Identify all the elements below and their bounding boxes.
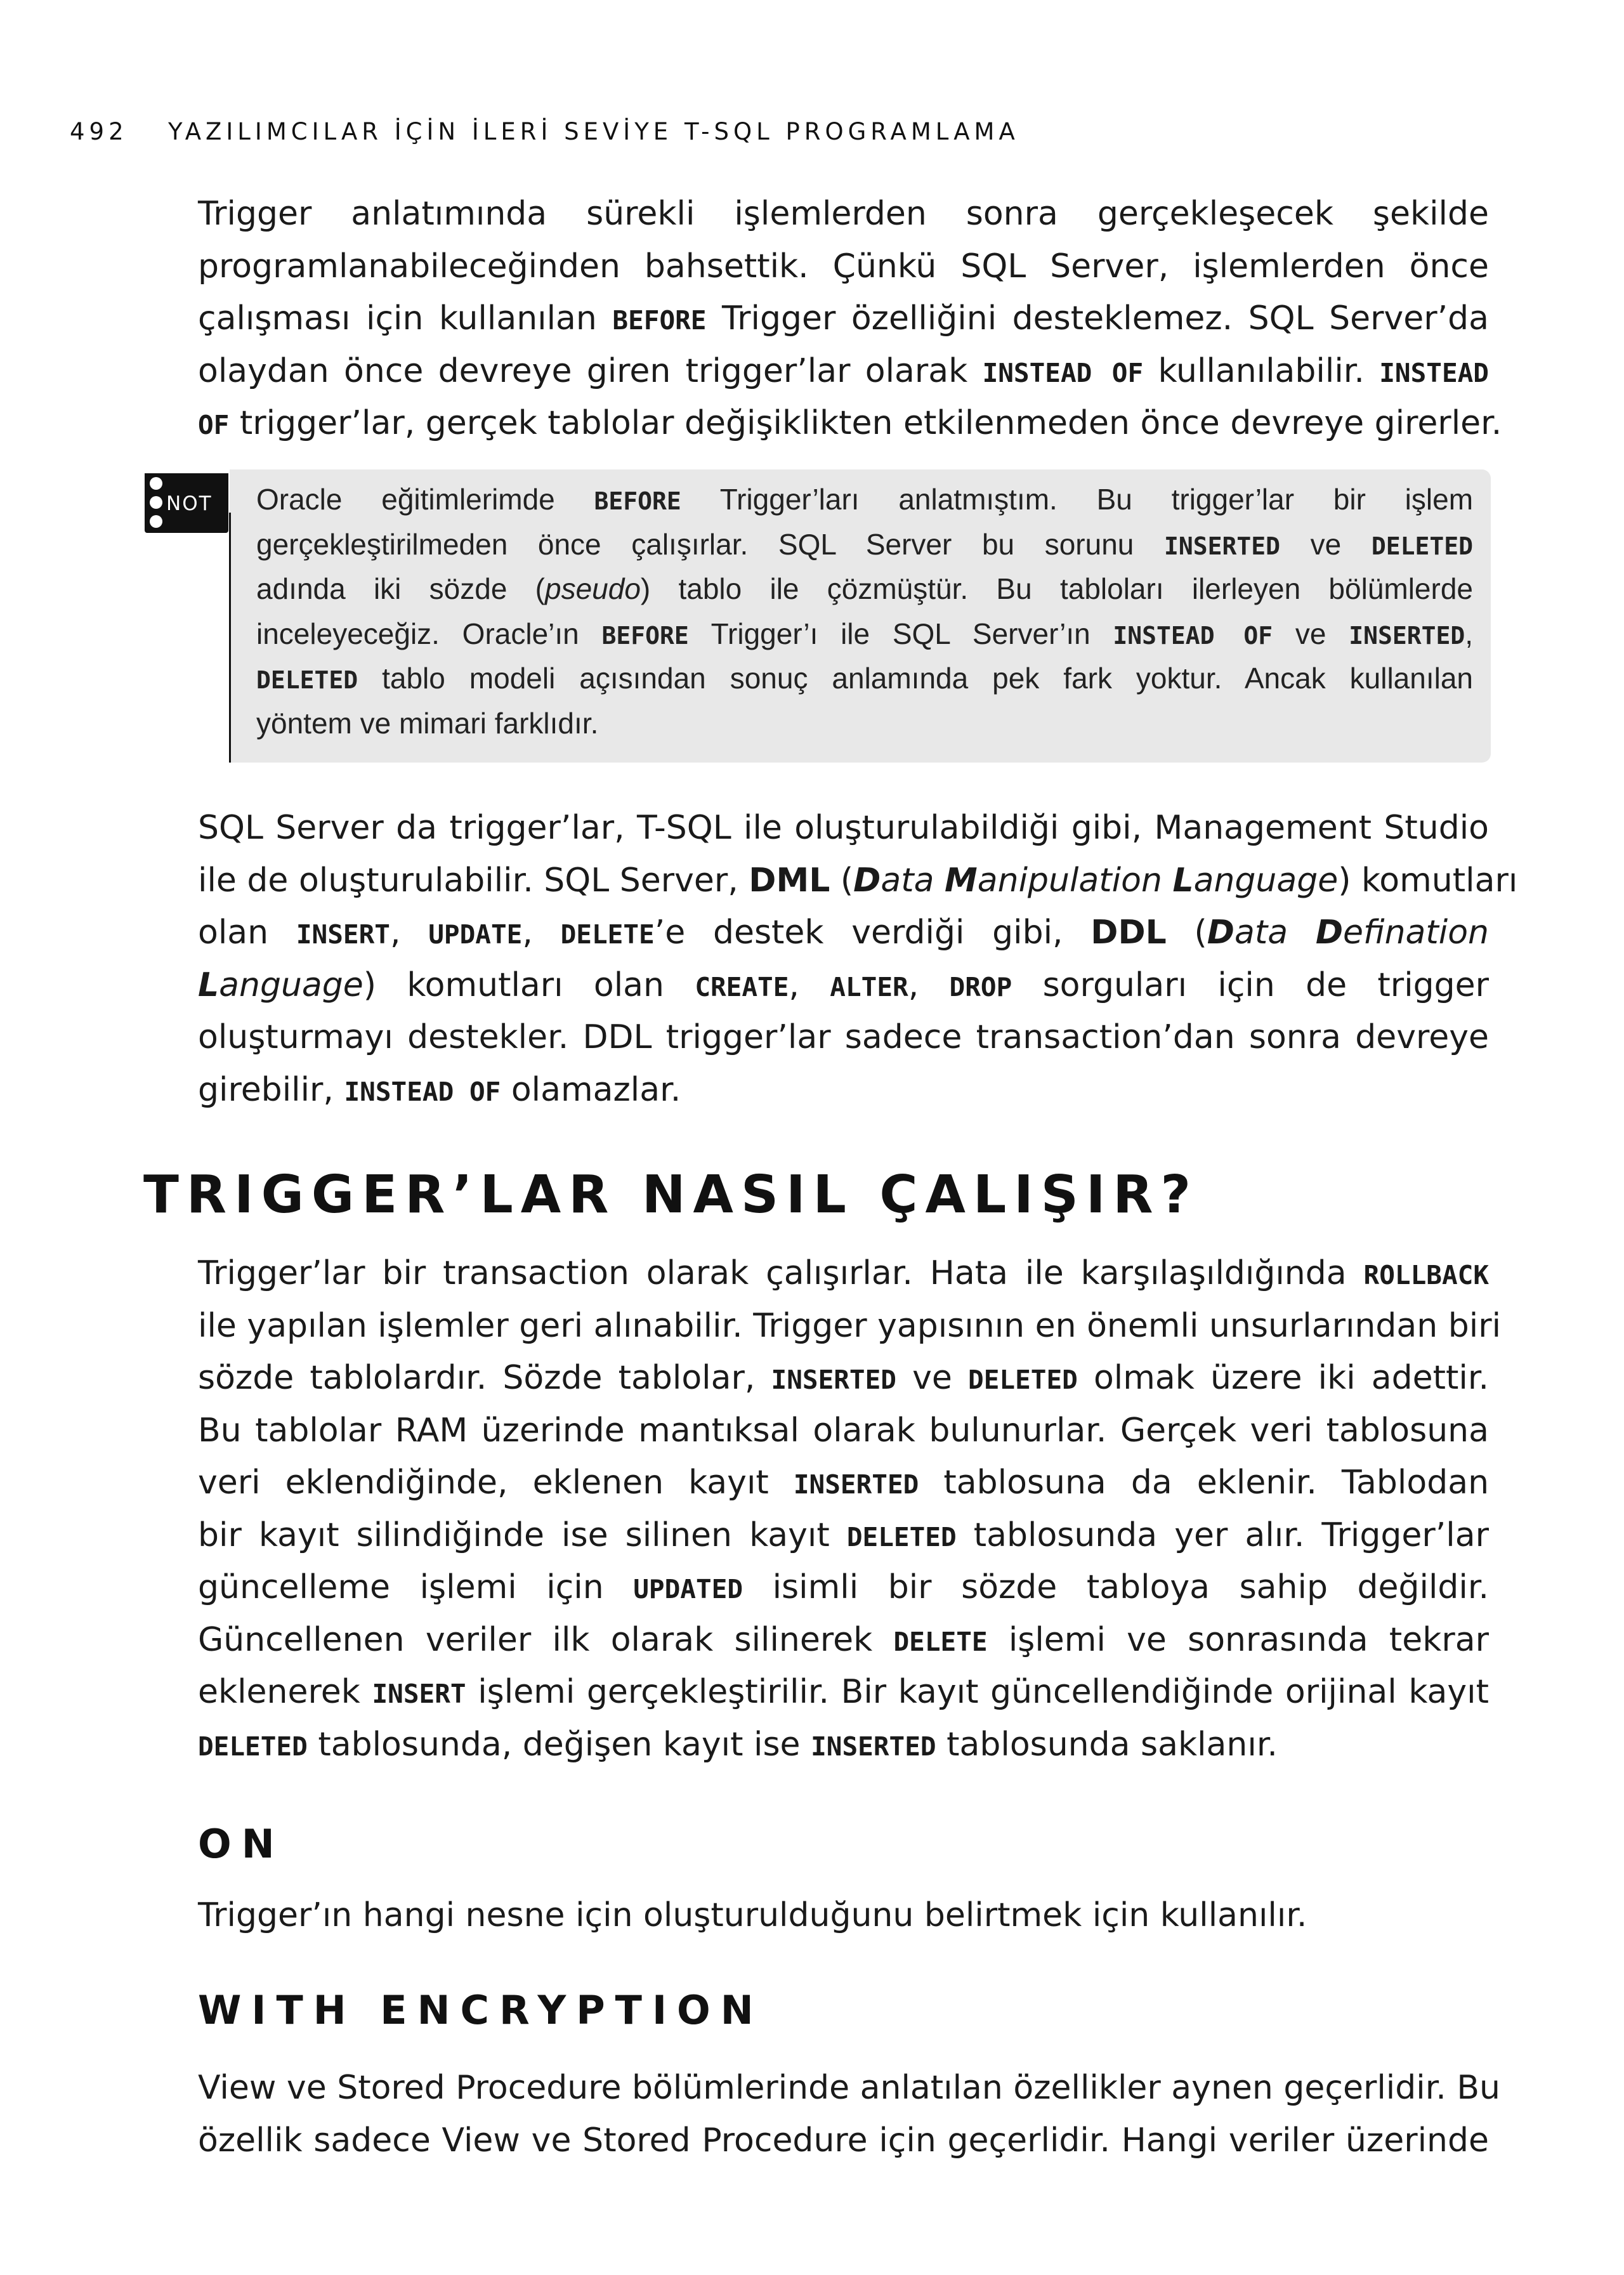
text-run: sözde tablolardır. Sözde tablolar, bbox=[198, 1359, 756, 1397]
text-run: adında iki sözde ( bbox=[256, 572, 545, 605]
text-line bbox=[198, 1509, 1489, 1562]
text-run: olaydan önce devreye giren trigger’lar olarak bbox=[198, 351, 968, 390]
on-title: ON bbox=[198, 1821, 285, 1867]
code-keyword: INSERT bbox=[372, 1679, 466, 1709]
page-number: 492 bbox=[70, 118, 128, 145]
text-run: ile de oluşturulabilir. SQL Server, bbox=[198, 861, 738, 900]
text-line bbox=[198, 959, 1489, 1012]
text-run: ( bbox=[840, 861, 854, 900]
text-run: ve bbox=[1310, 527, 1342, 561]
text-run: olamazlar. bbox=[511, 1070, 681, 1109]
text-line: Trigger’ın hangi nesne için oluşturulduğunu belirtmek için kullanılır. bbox=[198, 1896, 1307, 1934]
note-line bbox=[256, 477, 1473, 522]
italic-run: efination bbox=[1343, 914, 1490, 952]
code-keyword: INSERTED bbox=[811, 1731, 936, 1762]
code-keyword: BEFORE bbox=[601, 621, 689, 650]
italic-term: pseudo bbox=[544, 572, 641, 605]
code-keyword: INSERTED bbox=[1164, 532, 1281, 560]
code-keyword: INSTEAD OF bbox=[344, 1076, 501, 1107]
code-keyword: INSTEAD OF bbox=[1113, 621, 1273, 650]
text-run: Trigger’ları anlatmıştım. Bu trigger’lar bir işlem bbox=[719, 483, 1474, 516]
encryption-paragraph bbox=[198, 2062, 1500, 2167]
text-run: , bbox=[1465, 617, 1474, 650]
text-run: gerçekleştirilmeden önce çalışırlar. SQL Server bu sorunu bbox=[256, 527, 1134, 561]
text-run: işlemi ve sonrasında tekrar bbox=[1008, 1620, 1489, 1659]
code-keyword: UPDATE bbox=[428, 919, 523, 950]
text-run: tablosunda yer alır. Trigger’lar bbox=[973, 1516, 1489, 1554]
text-run: ) komutları bbox=[1338, 861, 1518, 900]
bullet-dot-icon bbox=[150, 515, 162, 528]
section-title: TRIGGER’LAR NASIL ÇALIŞIR? bbox=[143, 1165, 1199, 1225]
note-line: yöntem ve mimari farklıdır. bbox=[256, 706, 599, 740]
note-label-text: NOT bbox=[166, 492, 213, 515]
text-run: eklenerek bbox=[198, 1673, 360, 1711]
note-label bbox=[145, 473, 228, 533]
text-run: Güncellenen veriler ilk olarak silinerek bbox=[198, 1620, 873, 1659]
text-run: olan bbox=[198, 914, 269, 952]
text-run: trigger’lar, gerçek tablolar değişiklikten etkilenmeden önce devreye girerler. bbox=[239, 404, 1502, 442]
text-run: , bbox=[789, 966, 799, 1004]
text-run: , bbox=[522, 914, 533, 952]
bullet-dot-icon bbox=[150, 477, 162, 490]
text-run: Trigger’lar bir transaction olarak çalışırlar. Hata ile karşılaşıldığında bbox=[198, 1254, 1347, 1292]
code-keyword: INSERTED bbox=[793, 1469, 919, 1500]
on-paragraph bbox=[198, 1889, 1489, 1942]
bold-initial: D bbox=[1315, 914, 1343, 952]
text-run: sorguları için de trigger bbox=[1042, 966, 1490, 1004]
italic-run: anipulation bbox=[977, 861, 1162, 900]
note-line bbox=[256, 522, 1473, 567]
text-run: Trigger özelliğini desteklemez. SQL Server’da bbox=[722, 299, 1490, 338]
text-line: özellik sadece View ve Stored Procedure için geçerlidir. Hangi veriler üzerinde bbox=[198, 2121, 1489, 2160]
note-line bbox=[256, 567, 1473, 612]
text-line bbox=[198, 397, 1502, 450]
text-line bbox=[198, 345, 1489, 398]
text-run: ’e destek verdiği gibi, bbox=[654, 914, 1063, 952]
text-run: güncelleme işlemi için bbox=[198, 1568, 604, 1606]
code-keyword: CREATE bbox=[695, 971, 789, 1002]
code-keyword: DELETED bbox=[846, 1521, 957, 1552]
text-run: girebilir, bbox=[198, 1070, 334, 1109]
text-line: SQL Server da trigger’lar, T-SQL ile oluşturulabildiği gibi, Management Studio bbox=[198, 809, 1489, 847]
text-run: , bbox=[908, 966, 919, 1004]
text-line: View ve Stored Procedure bölümlerinde anlatılan özellikler aynen geçerlidir. Bu bbox=[198, 2069, 1500, 2107]
code-keyword: INSTEAD bbox=[1379, 357, 1489, 388]
text-run: veri eklendiğinde, eklenen kayıt bbox=[198, 1464, 769, 1502]
text-run: inceleyeceğiz. Oracle’ın bbox=[256, 617, 579, 650]
book-title: YAZILIMCILAR İÇİN İLERİ SEVİYE T-SQL PROGRAMLAMA bbox=[168, 118, 1019, 145]
text-run: ) tablo ile çözmüştür. Bu tabloları ilerleyen bölümlerde bbox=[640, 572, 1474, 605]
running-header bbox=[70, 118, 1529, 145]
text-run: işlemi gerçekleştirilir. Bir kayıt güncellendiğinde orijinal kayıt bbox=[478, 1673, 1490, 1711]
bold-initial: D bbox=[853, 861, 881, 900]
code-keyword: DELETED bbox=[1371, 532, 1474, 560]
italic-run: ata bbox=[1234, 914, 1288, 952]
text-line: ile yapılan işlemler geri alınabilir. Trigger yapısının en önemli unsurlarından biri bbox=[198, 1306, 1502, 1345]
text-run: isimli bir sözde tabloya sahip değildir. bbox=[772, 1568, 1489, 1606]
text-run: tablosuna da eklenir. Tablodan bbox=[943, 1464, 1490, 1502]
text-run: ve bbox=[1295, 617, 1326, 650]
text-run: çalışması için kullanılan bbox=[198, 299, 597, 338]
code-keyword: BEFORE bbox=[612, 305, 707, 336]
code-keyword: DELETE bbox=[560, 919, 655, 950]
note-divider bbox=[229, 513, 231, 763]
bold-initial: L bbox=[1172, 861, 1194, 900]
text-line: oluşturmayı destekler. DDL trigger’lar sadece transaction’dan sonra devreye bbox=[198, 1018, 1489, 1056]
bold-initial: M bbox=[945, 861, 978, 900]
text-line bbox=[198, 1247, 1489, 1300]
text-run: bir kayıt silindiğinde ise silinen kayıt bbox=[198, 1516, 830, 1554]
text-line bbox=[198, 1614, 1489, 1667]
bold-term: DML bbox=[749, 861, 830, 900]
text-line: programlanabileceğinden bahsettik. Çünkü SQL Server, işlemlerden önce bbox=[198, 247, 1489, 285]
text-run: Trigger’ı ile SQL Server’ın bbox=[710, 617, 1090, 650]
code-keyword: DELETE bbox=[893, 1626, 988, 1657]
text-line bbox=[198, 1064, 1489, 1117]
code-keyword: INSERTED bbox=[771, 1365, 896, 1395]
text-line bbox=[198, 855, 1518, 907]
text-line bbox=[198, 1457, 1489, 1509]
text-run: kullanılabilir. bbox=[1158, 351, 1365, 390]
code-keyword: ROLLBACK bbox=[1363, 1260, 1490, 1290]
code-keyword: DROP bbox=[949, 971, 1012, 1002]
text-run: tablosunda, değişen kayıt ise bbox=[318, 1725, 801, 1764]
text-line bbox=[198, 907, 1489, 959]
note-line bbox=[256, 656, 1473, 701]
text-run: ) komutları olan bbox=[363, 966, 664, 1004]
text-run: Oracle eğitimlerimde bbox=[256, 483, 555, 516]
text-line bbox=[198, 1352, 1489, 1405]
text-line bbox=[198, 1719, 1489, 1771]
bullet-dot-icon bbox=[150, 496, 162, 509]
bold-initial: L bbox=[198, 966, 219, 1004]
text-run: ve bbox=[912, 1359, 952, 1397]
text-run: tablo modeli açısından sonuç anlamında pek fark yoktur. Ancak kullanılan bbox=[382, 662, 1473, 695]
text-line: Bu tablolar RAM üzerinde mantıksal olarak bulunurlar. Gerçek veri tablosuna bbox=[198, 1411, 1489, 1450]
text-line bbox=[198, 1666, 1489, 1719]
code-keyword: INSERT bbox=[296, 919, 390, 950]
encryption-title: WITH ENCRYPTION bbox=[198, 1987, 764, 2033]
bold-term: DDL bbox=[1090, 914, 1167, 952]
code-keyword: INSERTED bbox=[1349, 621, 1465, 650]
text-run: tablosunda saklanır. bbox=[946, 1725, 1278, 1764]
text-run: olmak üzere iki adettir. bbox=[1093, 1359, 1489, 1397]
code-keyword: UPDATED bbox=[633, 1574, 743, 1604]
intro-paragraph bbox=[198, 188, 1502, 450]
how-paragraph bbox=[198, 1247, 1502, 1771]
text-line bbox=[198, 1561, 1489, 1614]
code-keyword: ALTER bbox=[830, 971, 908, 1002]
code-keyword: DELETED bbox=[968, 1365, 1078, 1395]
code-keyword: BEFORE bbox=[594, 487, 681, 515]
text-line: Trigger anlatımında sürekli işlemlerden sonra gerçekleşecek şekilde bbox=[198, 195, 1489, 233]
italic-run: anguage bbox=[219, 966, 363, 1004]
note-text bbox=[256, 477, 1473, 745]
code-keyword: DELETED bbox=[256, 666, 358, 694]
code-keyword: DELETED bbox=[198, 1731, 308, 1762]
ddl-paragraph bbox=[198, 802, 1518, 1116]
text-run: ( bbox=[1194, 914, 1207, 952]
code-keyword: OF bbox=[198, 410, 230, 440]
note-line bbox=[256, 612, 1473, 657]
text-line bbox=[198, 292, 1489, 345]
text-run: , bbox=[390, 914, 401, 952]
bold-initial: D bbox=[1207, 914, 1234, 952]
code-keyword: INSTEAD OF bbox=[982, 357, 1144, 388]
italic-run: anguage bbox=[1193, 861, 1339, 900]
italic-run: ata bbox=[881, 861, 934, 900]
